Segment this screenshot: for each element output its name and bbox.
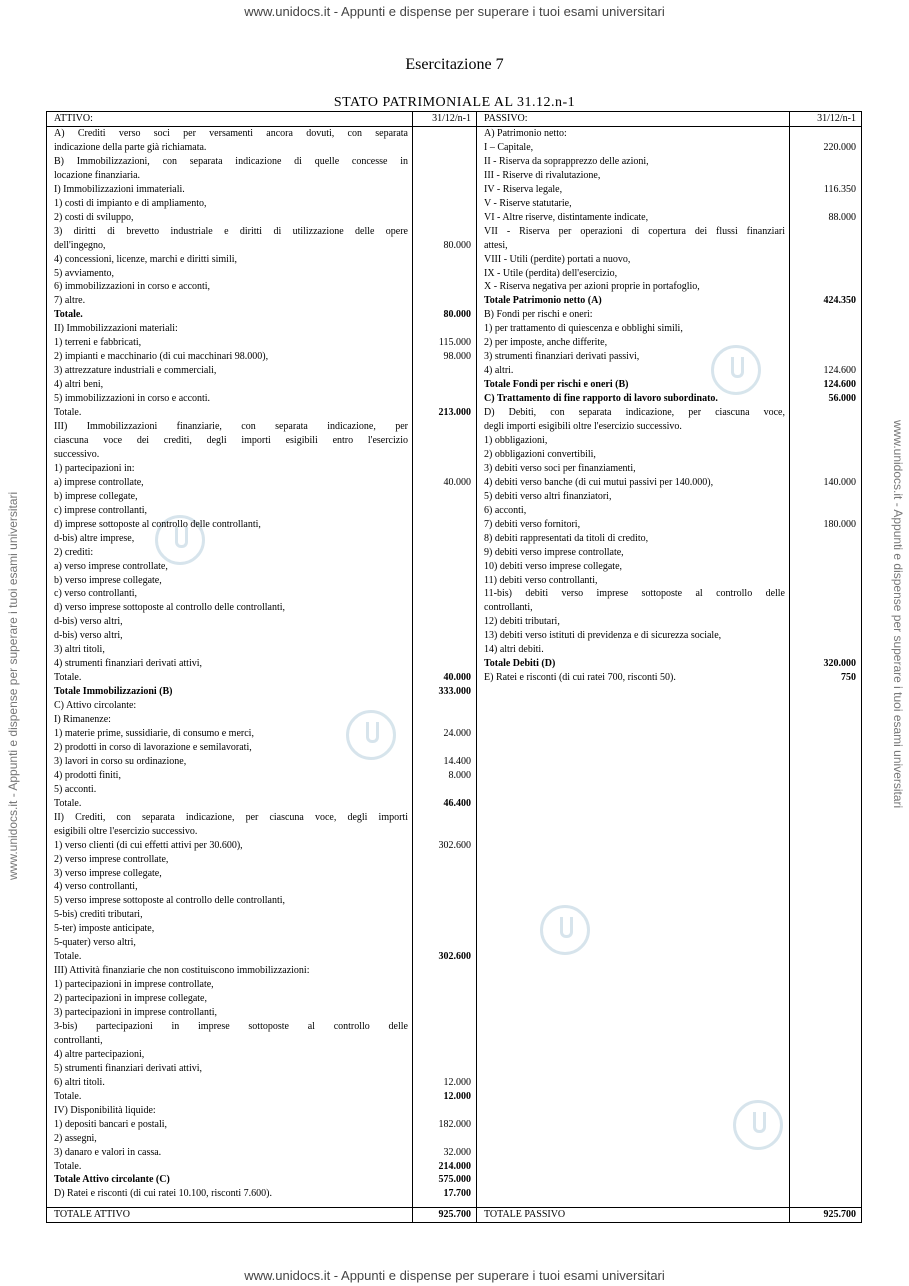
attivo-row-amount: 333.000	[438, 686, 471, 698]
passivo-row-label: III - Riserve di rivalutazione,	[484, 169, 601, 181]
passivo-row-amount	[792, 504, 856, 518]
attivo-row-label: 5) verso imprese sottoposte al controllo delle controllanti,	[54, 895, 286, 907]
passivo-row-amount	[792, 169, 856, 183]
passivo-row-label: 5) debiti verso altri finanziatori,	[484, 490, 612, 502]
attivo-row-label: 5-ter) imposte anticipate,	[54, 923, 155, 935]
attivo-row-amount	[415, 992, 471, 1006]
attivo-row-label: 3) attrezzature industriali e commerciali,	[54, 365, 217, 377]
attivo-row-label: 3) partecipazioni in imprese controllanti,	[54, 1007, 217, 1019]
totale-attivo-value: 925.700	[438, 1209, 471, 1220]
passivo-row-label: VII - Riserva per operazioni di copertura dei flussi finanziari	[484, 225, 785, 237]
attivo-row-amount	[415, 713, 471, 727]
attivo-row-amount: 40.000	[443, 476, 471, 488]
passivo-row-amount	[792, 560, 856, 574]
passivo-row-label: V - Riserve statutarie,	[484, 197, 572, 209]
attivo-row-label: indicazione della parte già richiamata.	[54, 141, 207, 153]
passivo-row-amount	[792, 406, 856, 420]
passivo-row-amount: 424.350	[823, 295, 856, 307]
passivo-description-column	[477, 112, 790, 1222]
passivo-row-amount	[792, 574, 856, 588]
attivo-row-amount	[415, 1062, 471, 1076]
attivo-row-label: 1) verso clienti (di cui effetti attivi per 30.600),	[54, 839, 243, 851]
passivo-row-label: 10) debiti verso imprese collegate,	[484, 560, 623, 572]
attivo-row-amount: 213.000	[438, 407, 471, 419]
attivo-row-label: 5-quater) verso altri,	[54, 937, 136, 949]
attivo-row-amount: 14.400	[443, 755, 471, 767]
attivo-row-label: III) Attività finanziarie che non costituiscono immobilizzazioni:	[54, 965, 310, 977]
attivo-row-label: 5-bis) crediti tributari,	[54, 909, 143, 921]
attivo-row-amount: 302.600	[438, 839, 471, 851]
passivo-row-amount: 56.000	[828, 393, 856, 405]
attivo-row-label: d) imprese sottoposte al controllo delle controllanti,	[54, 518, 261, 530]
attivo-row-label: 2) verso imprese controllate,	[54, 853, 169, 865]
attivo-row-label: C) Attivo circolante:	[54, 700, 137, 712]
attivo-row-label: 5) avviamento,	[54, 267, 114, 279]
passivo-row-amount	[792, 239, 856, 253]
attivo-row-amount: 24.000	[443, 727, 471, 739]
attivo-row-label: 3) verso imprese collegate,	[54, 867, 162, 879]
attivo-row-amount: 40.000	[443, 672, 471, 684]
passivo-row-label: 6) acconti,	[484, 504, 527, 516]
passivo-row-label: attesi,	[484, 239, 508, 251]
attivo-row-amount	[415, 936, 471, 950]
passivo-row-label: 3) debiti verso soci per finanziamenti,	[484, 462, 636, 474]
attivo-row-label: 3) diritti di brevetto industriale e diritti di utilizzazione delle opere	[54, 225, 408, 237]
passivo-row-label: Totale Fondi per rischi e oneri (B)	[484, 379, 629, 391]
attivo-row-amount	[415, 1020, 471, 1034]
attivo-row-label: 3) altri titoli,	[54, 644, 105, 656]
passivo-row-amount	[792, 336, 856, 350]
passivo-row-amount	[792, 490, 856, 504]
attivo-row-amount	[415, 894, 471, 908]
attivo-amount-column	[413, 112, 477, 1222]
attivo-row-label: B) Immobilizzazioni, con separata indicazione di quelle concesse in	[54, 155, 408, 167]
passivo-row-label: VI - Altre riserve, distintamente indicate,	[484, 211, 649, 223]
passivo-row-amount	[792, 280, 856, 294]
attivo-header: ATTIVO:	[54, 113, 93, 124]
passivo-header: PASSIVO:	[484, 113, 528, 124]
attivo-row-amount	[415, 532, 471, 546]
attivo-row-amount	[415, 1132, 471, 1146]
passivo-date-header: 31/12/n-1	[817, 113, 856, 124]
attivo-row-amount	[415, 643, 471, 657]
attivo-row-amount: 575.000	[438, 1174, 471, 1186]
attivo-row-amount	[415, 127, 471, 141]
attivo-row-label: 7) altre.	[54, 295, 86, 307]
attivo-row-label: Totale.	[54, 672, 82, 684]
attivo-row-label: locazione finanziaria.	[54, 169, 141, 181]
passivo-row-label: C) Trattamento di fine rapporto di lavoro subordinato.	[484, 393, 718, 405]
attivo-row-amount	[415, 922, 471, 936]
attivo-row-amount: 182.000	[438, 1118, 471, 1130]
passivo-row-label: Totale Patrimonio netto (A)	[484, 295, 602, 307]
attivo-row-amount	[415, 197, 471, 211]
attivo-row-label: 5) acconti.	[54, 783, 97, 795]
attivo-row-label: 1) materie prime, sussidiarie, di consumo e merci,	[54, 727, 254, 739]
attivo-row-amount	[415, 504, 471, 518]
passivo-row-amount	[792, 615, 856, 629]
attivo-row-label: 2) costi di sviluppo,	[54, 211, 134, 223]
attivo-row-label: 1) costi di impianto e di ampliamento,	[54, 197, 207, 209]
attivo-row-label: c) verso controllanti,	[54, 588, 138, 600]
attivo-row-amount	[415, 560, 471, 574]
passivo-row-amount	[792, 225, 856, 239]
passivo-row-label: Totale Debiti (D)	[484, 658, 556, 670]
attivo-row-label: IV) Disponibilità liquide:	[54, 1104, 156, 1116]
passivo-row-label: 2) obbligazioni convertibili,	[484, 448, 596, 460]
watermark-top: www.unidocs.it - Appunti e dispense per superare i tuoi esami universitari	[244, 4, 665, 19]
attivo-row-amount	[415, 853, 471, 867]
attivo-row-label: a) verso imprese controllate,	[54, 560, 168, 572]
attivo-row-label: Totale Attivo circolante (C)	[54, 1174, 170, 1186]
attivo-row-label: esigibili oltre l'esercizio successivo.	[54, 825, 198, 837]
passivo-row-amount	[792, 197, 856, 211]
attivo-row-amount	[415, 294, 471, 308]
passivo-row-amount	[792, 322, 856, 336]
attivo-row-amount: 302.600	[438, 951, 471, 963]
attivo-row-amount	[415, 741, 471, 755]
passivo-row-label: 12) debiti tributari,	[484, 616, 560, 628]
attivo-row-amount: 80.000	[443, 309, 471, 321]
attivo-row-amount	[415, 322, 471, 336]
attivo-row-label: 2) partecipazioni in imprese collegate,	[54, 993, 207, 1005]
passivo-row-label: I – Capitale,	[484, 141, 534, 153]
passivo-row-amount	[792, 127, 856, 141]
attivo-row-amount	[415, 699, 471, 713]
attivo-row-amount	[415, 183, 471, 197]
attivo-row-amount	[415, 141, 471, 155]
attivo-row-amount	[415, 574, 471, 588]
attivo-row-amount: 46.400	[443, 797, 471, 809]
passivo-row-label: 14) altri debiti.	[484, 644, 544, 656]
attivo-row-amount	[415, 908, 471, 922]
attivo-row-amount	[415, 880, 471, 894]
attivo-row-label: 4) altre partecipazioni,	[54, 1048, 145, 1060]
totale-attivo-label: TOTALE ATTIVO	[54, 1209, 130, 1220]
page-title: Esercitazione 7	[405, 56, 504, 73]
attivo-row-label: Totale.	[54, 309, 83, 321]
attivo-row-amount: 98.000	[443, 351, 471, 363]
attivo-row-label: 1) partecipazioni in:	[54, 462, 135, 474]
passivo-row-amount	[792, 420, 856, 434]
attivo-row-label: 3-bis) partecipazioni in imprese sottoposte al controllo delle	[54, 1021, 408, 1032]
passivo-row-amount: 220.000	[823, 141, 856, 153]
passivo-row-label: 1) per trattamento di quiescenza e obblighi simili,	[484, 323, 683, 335]
attivo-row-amount	[415, 518, 471, 532]
passivo-row-label: 13) debiti verso istituti di previdenza e di sicurezza sociale,	[484, 630, 722, 642]
passivo-row-label: 11) debiti verso controllanti,	[484, 574, 598, 586]
passivo-row-label: 4) altri.	[484, 365, 514, 377]
attivo-description-column	[47, 112, 413, 1222]
attivo-row-amount: 12.000	[443, 1076, 471, 1088]
passivo-row-label: 8) debiti rappresentati da titoli di credito,	[484, 532, 649, 544]
attivo-row-label: successivo.	[54, 448, 100, 460]
attivo-row-label: 6) immobilizzazioni in corso e acconti,	[54, 281, 211, 293]
attivo-row-label: 4) verso controllanti,	[54, 881, 138, 893]
balance-sheet-table	[46, 111, 862, 1223]
attivo-row-amount	[415, 490, 471, 504]
passivo-row-amount	[792, 155, 856, 169]
attivo-row-label: 6) altri titoli.	[54, 1076, 105, 1088]
attivo-row-label: d-bis) verso altri,	[54, 630, 123, 642]
passivo-row-amount	[792, 350, 856, 364]
passivo-row-amount: 116.350	[823, 183, 856, 195]
attivo-row-label: 1) partecipazioni in imprese controllate,	[54, 979, 214, 991]
attivo-row-amount: 115.000	[438, 337, 471, 349]
attivo-row-label: 2) crediti:	[54, 546, 94, 558]
attivo-row-amount	[415, 420, 471, 434]
attivo-row-amount	[415, 546, 471, 560]
attivo-row-label: I) Immobilizzazioni immateriali.	[54, 183, 185, 195]
attivo-row-label: 1) terreni e fabbricati,	[54, 337, 142, 349]
attivo-row-amount	[415, 601, 471, 615]
passivo-row-label: 11-bis) debiti verso imprese sottoposte al controllo delle	[484, 588, 785, 600]
passivo-row-amount: 124.600	[823, 365, 856, 377]
watermark-left: www.unidocs.it - Appunti e dispense per superare i tuoi esami universitari	[6, 491, 20, 880]
passivo-row-label: 3) strumenti finanziari derivati passivi,	[484, 351, 640, 363]
attivo-row-amount	[415, 434, 471, 448]
attivo-row-amount	[415, 964, 471, 978]
watermark-bottom: www.unidocs.it - Appunti e dispense per superare i tuoi esami universitari	[244, 1268, 665, 1283]
attivo-row-amount	[415, 1048, 471, 1062]
passivo-row-amount	[792, 267, 856, 281]
passivo-row-label: VIII - Utili (perdite) portati a nuovo,	[484, 253, 631, 265]
attivo-row-label: 3) danaro e valori in cassa.	[54, 1146, 162, 1158]
attivo-row-amount	[415, 378, 471, 392]
passivo-row-amount	[792, 434, 856, 448]
attivo-row-amount	[415, 280, 471, 294]
attivo-row-amount	[415, 364, 471, 378]
passivo-row-amount	[792, 546, 856, 560]
attivo-row-amount: 80.000	[443, 239, 471, 251]
passivo-row-label: D) Debiti, con separata indicazione, per ciascuna voce,	[484, 407, 785, 419]
attivo-row-label: II) Immobilizzazioni materiali:	[54, 323, 178, 335]
passivo-row-label: 9) debiti verso imprese controllate,	[484, 546, 624, 558]
watermark-right: www.unidocs.it - Appunti e dispense per superare i tuoi esami universitari	[891, 420, 905, 809]
attivo-row-amount	[415, 392, 471, 406]
attivo-row-label: b) verso imprese collegate,	[54, 574, 162, 586]
attivo-row-amount	[415, 448, 471, 462]
attivo-row-label: 2) impianti e macchinario (di cui macchinari 98.000),	[54, 351, 269, 363]
attivo-row-label: D) Ratei e risconti (di cui ratei 10.100, risconti 7.600).	[54, 1188, 273, 1200]
attivo-row-amount	[415, 169, 471, 183]
attivo-row-label: dell'ingegno,	[54, 239, 106, 251]
passivo-row-amount: 88.000	[828, 211, 856, 223]
attivo-row-amount	[415, 1034, 471, 1048]
attivo-row-label: 5) immobilizzazioni in corso e acconti.	[54, 393, 211, 405]
passivo-row-amount	[792, 308, 856, 322]
attivo-row-label: controllanti,	[54, 1034, 103, 1046]
attivo-row-label: 5) strumenti finanziari derivati attivi,	[54, 1062, 203, 1074]
attivo-row-label: 1) depositi bancari e postali,	[54, 1118, 168, 1130]
attivo-row-label: III) Immobilizzazioni finanziarie, con separata indicazione, per	[54, 421, 408, 433]
attivo-row-amount	[415, 615, 471, 629]
attivo-row-label: Totale.	[54, 1160, 82, 1172]
attivo-row-amount	[415, 1006, 471, 1020]
attivo-row-label: d-bis) verso altri,	[54, 616, 123, 628]
passivo-row-label: 7) debiti verso fornitori,	[484, 518, 581, 530]
attivo-row-label: ciascuna voce dei crediti, degli importi esigibili entro l'esercizio	[54, 434, 408, 446]
passivo-row-label: controllanti,	[484, 602, 533, 614]
attivo-row-label: 4) altri beni,	[54, 379, 104, 391]
passivo-row-label: degli importi esigibili oltre l'esercizio successivo.	[484, 421, 682, 433]
table-title: STATO PATRIMONIALE AL 31.12.n-1	[333, 95, 576, 110]
attivo-row-amount	[415, 155, 471, 169]
attivo-row-label: 4) strumenti finanziari derivati attivi,	[54, 658, 203, 670]
attivo-row-label: Totale.	[54, 407, 82, 419]
passivo-amount-column	[790, 112, 861, 1222]
attivo-row-amount	[415, 629, 471, 643]
attivo-row-label: 3) lavori in corso su ordinazione,	[54, 755, 187, 767]
passivo-row-amount	[792, 643, 856, 657]
passivo-row-amount: 180.000	[823, 518, 856, 530]
attivo-row-amount	[415, 783, 471, 797]
passivo-row-label: IX - Utile (perdita) dell'esercizio,	[484, 267, 618, 279]
attivo-row-amount: 12.000	[443, 1090, 471, 1102]
passivo-row-amount	[792, 629, 856, 643]
passivo-row-label: 4) debiti verso banche (di cui mutui passivi per 140.000),	[484, 476, 714, 488]
attivo-row-label: Totale Immobilizzazioni (B)	[54, 686, 173, 698]
attivo-row-label: A) Crediti verso soci per versamenti ancora dovuti, con separata	[54, 128, 408, 139]
attivo-row-label: II) Crediti, con separata indicazione, per ciascuna voce, degli importi	[54, 811, 408, 823]
attivo-row-label: Totale.	[54, 951, 82, 963]
passivo-row-amount: 140.000	[823, 476, 856, 488]
attivo-row-amount: 32.000	[443, 1146, 471, 1158]
passivo-row-amount	[792, 253, 856, 267]
passivo-row-amount: 320.000	[823, 658, 856, 670]
passivo-row-amount	[792, 587, 856, 601]
attivo-row-label: d) verso imprese sottoposte al controllo delle controllanti,	[54, 602, 286, 614]
attivo-row-amount	[415, 657, 471, 671]
passivo-row-label: X - Riserva negativa per azioni proprie in portafoglio,	[484, 281, 700, 293]
passivo-row-amount	[792, 532, 856, 546]
attivo-row-amount	[415, 267, 471, 281]
attivo-row-amount	[415, 1104, 471, 1118]
attivo-row-label: a) imprese controllate,	[54, 476, 144, 488]
attivo-row-label: Totale.	[54, 1090, 82, 1102]
attivo-row-amount: 17.700	[443, 1188, 471, 1200]
attivo-row-amount: 214.000	[438, 1160, 471, 1172]
attivo-row-amount	[415, 462, 471, 476]
attivo-date-header: 31/12/n-1	[432, 113, 471, 124]
passivo-row-label: 1) obbligazioni,	[484, 434, 548, 446]
totale-passivo-label: TOTALE PASSIVO	[484, 1209, 566, 1220]
passivo-row-amount: 750	[841, 672, 856, 684]
totale-passivo-value: 925.700	[823, 1209, 856, 1220]
attivo-row-amount	[415, 825, 471, 839]
attivo-row-amount	[415, 211, 471, 225]
passivo-row-label: A) Patrimonio netto:	[484, 128, 567, 139]
passivo-row-label: B) Fondi per rischi e oneri:	[484, 309, 593, 321]
passivo-row-label: IV - Riserva legale,	[484, 183, 563, 195]
attivo-row-label: d-bis) altre imprese,	[54, 532, 135, 544]
attivo-row-amount: 8.000	[448, 769, 471, 781]
attivo-row-amount	[415, 587, 471, 601]
passivo-row-amount: 124.600	[823, 379, 856, 391]
attivo-row-amount	[415, 253, 471, 267]
attivo-row-amount	[415, 867, 471, 881]
attivo-row-label: b) imprese collegate,	[54, 490, 138, 502]
attivo-row-label: I) Rimanenze:	[54, 714, 111, 726]
passivo-row-label: E) Ratei e risconti (di cui ratei 700, risconti 50).	[484, 672, 676, 684]
attivo-row-label: 2) assegni,	[54, 1132, 97, 1144]
passivo-row-amount	[792, 601, 856, 615]
attivo-row-amount	[415, 978, 471, 992]
passivo-row-label: 2) per imposte, anche differite,	[484, 337, 608, 349]
attivo-row-amount	[415, 225, 471, 239]
attivo-row-label: c) imprese controllanti,	[54, 504, 148, 516]
passivo-row-amount	[792, 448, 856, 462]
attivo-row-label: Totale.	[54, 797, 82, 809]
attivo-row-amount	[415, 811, 471, 825]
attivo-row-label: 4) prodotti finiti,	[54, 769, 121, 781]
attivo-row-label: 2) prodotti in corso di lavorazione e semilavorati,	[54, 741, 252, 753]
passivo-row-label: II - Riserva da soprapprezzo delle azioni,	[484, 155, 649, 167]
attivo-row-label: 4) concessioni, licenze, marchi e diritti simili,	[54, 253, 238, 265]
passivo-row-amount	[792, 462, 856, 476]
